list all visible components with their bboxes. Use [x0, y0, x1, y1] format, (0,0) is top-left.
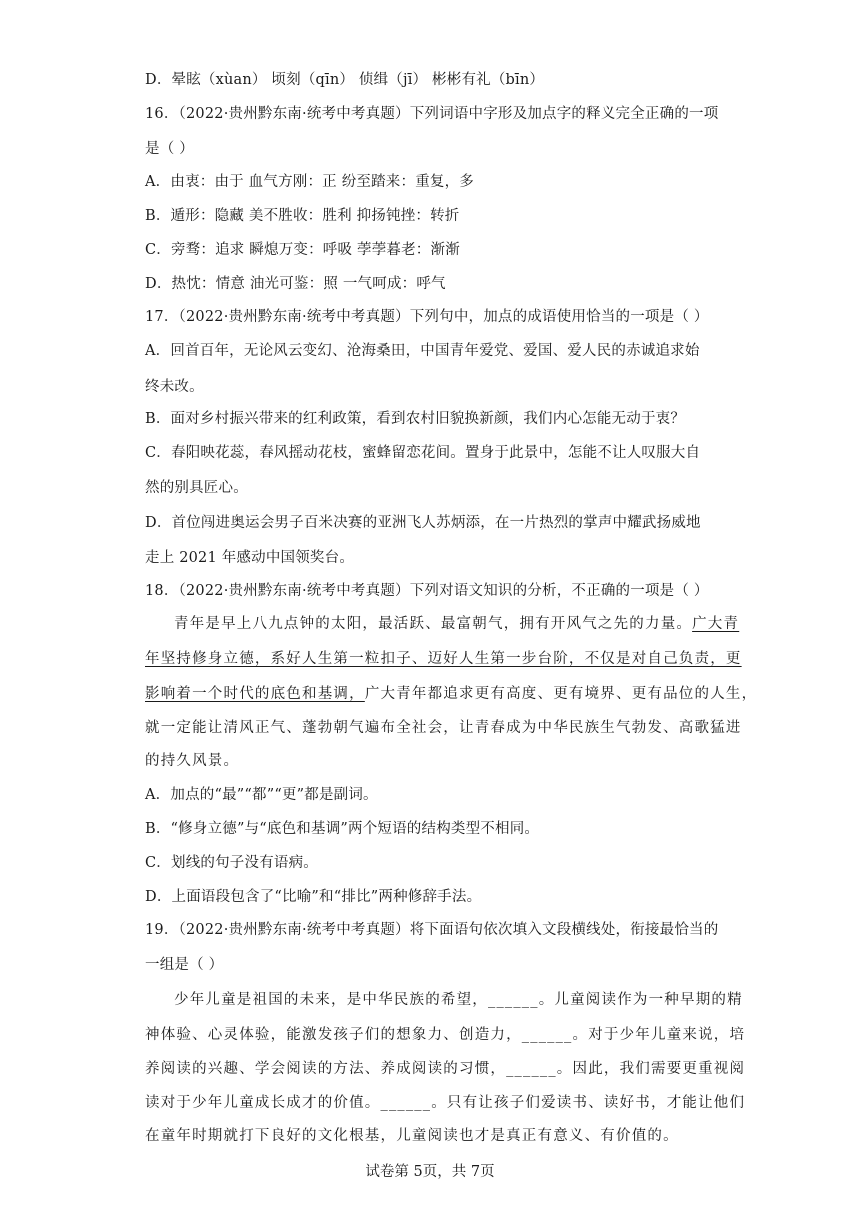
q19-passage-line: 神体验、心灵体验，能激发孩子们的想象力、创造力，______。对于少年儿童来说，培 [145, 1027, 746, 1043]
q18-passage-line: 的持久风景。 [145, 753, 240, 769]
q17-option-d: D．首位闯进奥运会男子百米决赛的亚洲飞人苏炳添，在一片热烈的掌声中耀武扬威地 [145, 515, 701, 531]
q15-option-d: D．晕眩（xùan） 顷刻（qīn） 侦缉（jī） 彬彬有礼（bīn） [145, 72, 545, 88]
underlined-sentence: 影响着一个时代的底色和基调， [145, 686, 365, 702]
q16-option-b: B．遁形：隐藏 美不胜收：胜利 抑扬钝挫：转折 [145, 208, 460, 224]
q18-option-b: B．“修身立德”与“底色和基调”两个短语的结构类型不相同。 [145, 821, 540, 837]
q16-option-c: C．旁骛：追求 瞬熄万变：呼吸 荸荸暮老：渐渐 [145, 242, 460, 258]
q19-passage-line: 养阅读的兴趣、学会阅读的方法、养成阅读的习惯，______。因此，我们需要更重视阅 [145, 1061, 746, 1077]
q19-stem: 19．（2022·贵州黔东南·统考中考真题）将下面语句依次填入文段横线处，衔接最恰当的 [145, 922, 719, 938]
underlined-sentence: 年坚持修身立德，系好人生第一粒扣子、迈好人生第一步台阶，不仅是对自己负责，更 [145, 651, 742, 667]
q18-option-d: D．上面语段包含了“比喻”和“排比”两种修辞手法。 [145, 889, 482, 905]
passage-text: 青年是早上八九点钟的太阳，最活跃、最富朝气，拥有开风气之先的力量。 [174, 616, 693, 632]
q17-option-a-cont: 终未改。 [145, 379, 204, 395]
q16-option-d: D．热忱：情意 油光可鉴：照 一气呵成：呼气 [145, 276, 446, 292]
q19-passage-line: 读对于少年儿童成长成才的价值。______。只有让孩子们爱读书、读好书，才能让他们 [145, 1095, 746, 1111]
q16-stem: 16．（2022·贵州黔东南·统考中考真题）下列词语中字形及加点字的释义完全正确的一项 [145, 106, 719, 122]
passage-text: 广大青年都追求更有高度、更有境界、更有品位的人生， [364, 686, 758, 702]
q18-passage-line: 就一定能让清风正气、蓬勃朝气遍布全社会，让青春成为中华民族生气勃发、高歌猛进 [145, 720, 742, 736]
q17-stem: 17．（2022·贵州黔东南·统考中考真题）下列句中，加点的成语使用恰当的一项是（ ） [145, 309, 709, 325]
q19-passage-line: 少年儿童是祖国的未来，是中华民族的希望，______。儿童阅读作为一种早期的精 [174, 992, 743, 1008]
underlined-sentence: 广大青 [692, 616, 740, 632]
q17-option-c-cont: 然的别具匠心。 [145, 480, 248, 496]
q19-passage-line: 在童年时期就打下良好的文化根基，儿童阅读也才是真正有意义、有价值的。 [145, 1128, 679, 1144]
q17-option-a: A．回首百年，无论风云变幻、沧海桑田，中国青年爱党、爱国、爱人民的赤诚追求始 [145, 343, 700, 359]
q17-option-c: C．春阳映花蕊，春风摇动花枝，蜜蜂留恋花间。置身于此景中，怎能不让人叹服大自 [145, 445, 701, 461]
q18-stem: 18．（2022·贵州黔东南·统考中考真题）下列对语文知识的分析，不正确的一项是（ ） [145, 583, 709, 599]
q17-option-d-cont: 走上 2021 年感动中国领奖台。 [145, 550, 355, 566]
page-footer: 试卷第 5页，共 7页 [365, 1164, 495, 1180]
q16-option-a: A．由衷：由于 血气方刚：正 纷至踏来：重复，多 [145, 174, 474, 190]
q17-option-b: B．面对乡村振兴带来的红利政策，看到农村旧貌换新颜，我们内心怎能无动于衷？ [145, 411, 686, 427]
q16-stem-cont: 是（ ） [145, 141, 194, 157]
q18-option-c: C．划线的句子没有语病。 [145, 855, 318, 871]
q18-passage-line [174, 614, 739, 634]
q18-passage-line [145, 684, 757, 704]
q19-stem-cont: 一组是（ ） [145, 957, 224, 973]
q18-option-a: A．加点的“最”“都”“更”都是副词。 [145, 787, 378, 803]
